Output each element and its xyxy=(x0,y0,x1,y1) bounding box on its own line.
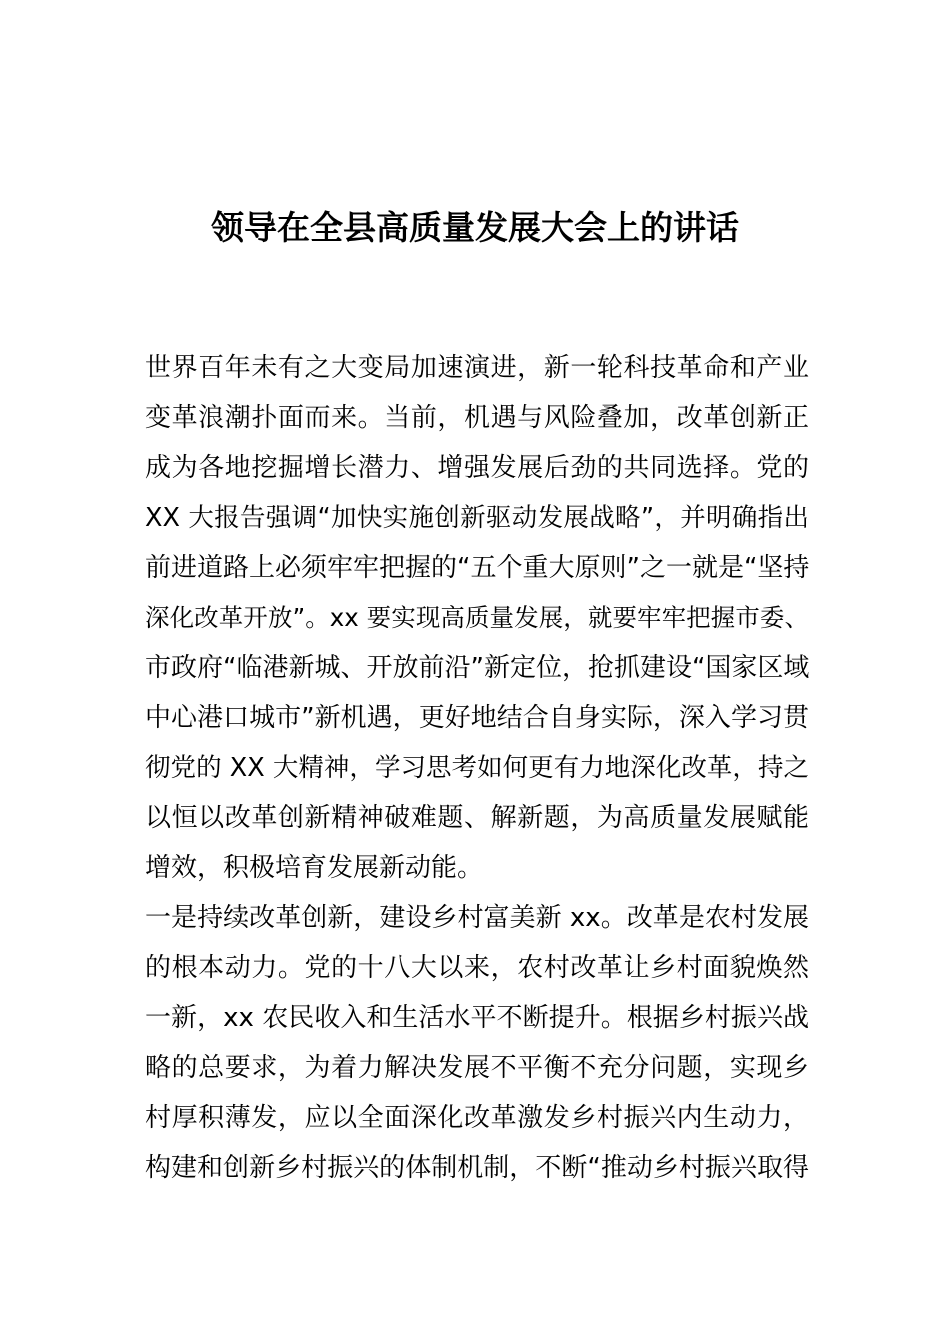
text-line: 彻党的 XX 大精神，学习思考如何更有力地深化改革，持之 xyxy=(145,753,809,783)
text-line: 增效，积极培育发展新动能。 xyxy=(145,853,484,883)
text-line: 市政府“临港新城、开放前沿”新定位，抢抓建设“国家区域 xyxy=(145,653,810,683)
paragraph-intro xyxy=(145,343,809,893)
document-title: 领导在全县高质量发展大会上的讲话 xyxy=(211,208,739,247)
text-line: 世界百年未有之大变局加速演进，新一轮科技革命和产业 xyxy=(145,353,809,383)
text-line: 以恒以改革创新精神破难题、解新题，为高质量发展赋能 xyxy=(145,803,809,833)
text-line: 一新，xx 农民收入和生活水平不断提升。根据乡村振兴战 xyxy=(145,1003,809,1033)
text-line: 深化改革开放”。xx 要实现高质量发展，就要牢牢把握市委、 xyxy=(145,603,809,632)
text-line: 一是持续改革创新，建设乡村富美新 xx。改革是农村发展 xyxy=(145,903,809,933)
text-line: 变革浪潮扑面而来。当前，机遇与风险叠加，改革创新正 xyxy=(145,403,809,433)
text-line: XX 大报告强调“加快实施创新驱动发展战略”，并明确指出 xyxy=(145,503,809,533)
text-line: 构建和创新乡村振兴的体制机制，不断“推动乡村振兴取得 xyxy=(145,1153,809,1183)
paragraph-point-one xyxy=(145,893,809,1193)
document-body xyxy=(145,343,809,1193)
text-line: 前进道路上必须牢牢把握的“五个重大原则”之一就是“坚持 xyxy=(145,553,810,583)
text-line: 略的总要求，为着力解决发展不平衡不充分问题，实现乡 xyxy=(145,1053,809,1083)
text-line: 成为各地挖掘增长潜力、增强发展后劲的共同选择。党的 xyxy=(145,453,809,483)
text-line: 村厚积薄发，应以全面深化改革激发乡村振兴内生动力， xyxy=(145,1103,809,1133)
text-line: 的根本动力。党的十八大以来，农村改革让乡村面貌焕然 xyxy=(145,953,809,983)
text-line: 中心港口城市”新机遇，更好地结合自身实际，深入学习贯 xyxy=(145,703,809,733)
